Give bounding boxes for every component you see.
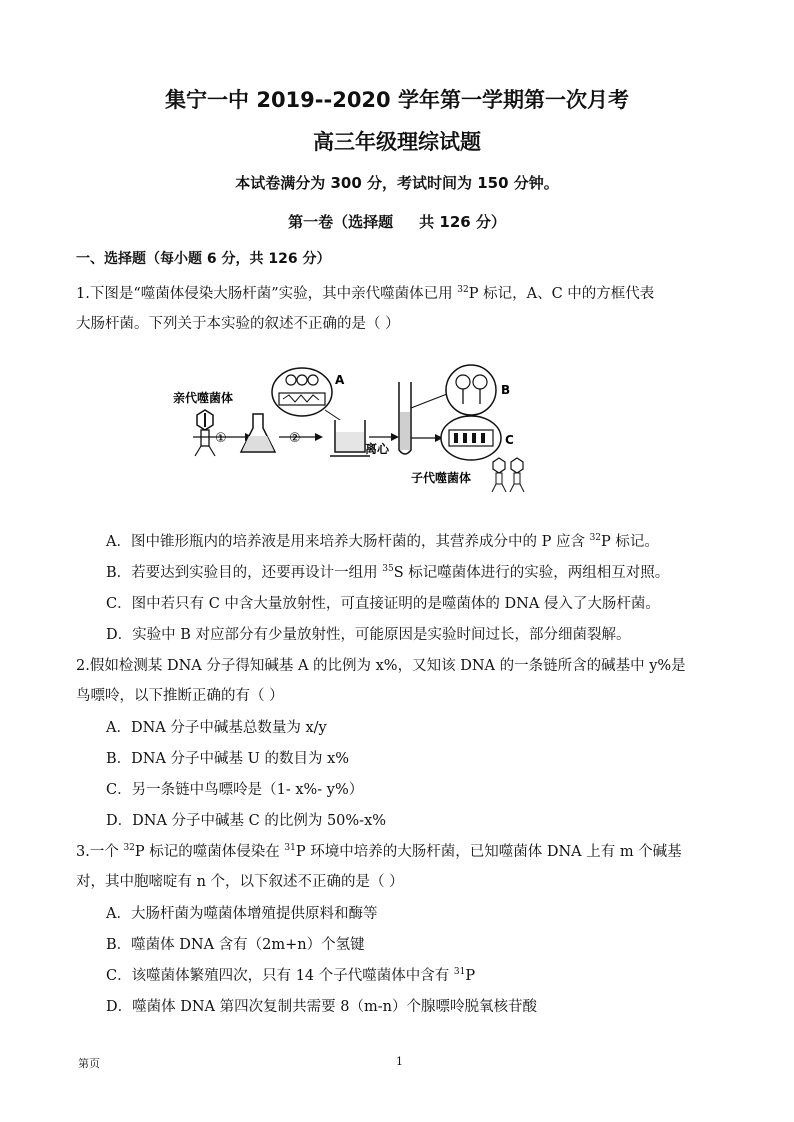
figure-label-offspring: 子代噬菌体 <box>411 471 472 485</box>
q3-option-d: D．噬菌体 DNA 第四次复制共需要 8（m-n）个腺嘌呤脱氧核苷酸 <box>106 999 537 1015</box>
bacteria-circle-c <box>441 416 501 460</box>
figure-label-step2: ② <box>289 431 301 446</box>
section-heading: 一、选择题（每小题 6 分，共 126 分） <box>76 251 331 267</box>
figure-label-c: C <box>505 433 514 447</box>
q2-stem-line2: 鸟嘌呤，以下推断正确的有（ ） <box>76 688 284 704</box>
q2-option-c: C．另一条链中鸟嘌呤是（1- x%- y%） <box>106 782 364 798</box>
page-number: 1 <box>396 1055 403 1068</box>
q3-stem-line2: 对，其中胞嘧啶有 n 个，以下叙述不正确的是（ ） <box>76 874 404 890</box>
figure-label-a: A <box>335 373 345 387</box>
bacteria-circle-a <box>272 368 332 416</box>
q2-option-b: B．DNA 分子中碱基 U 的数目为 x% <box>106 751 350 767</box>
figure-label-parent: 亲代噬菌体 <box>173 391 234 405</box>
offspring-phage-icon <box>492 458 524 492</box>
q1-figure <box>165 352 545 504</box>
q2-option-a: A．DNA 分子中碱基总数量为 x/y <box>106 720 327 736</box>
test-tube-icon <box>399 382 411 454</box>
ghost-phage-circle-b <box>446 365 496 415</box>
q1-stem-line1: 1.下图是“噬菌体侵染大肠杆菌”实验，其中亲代噬菌体已用 $^{32}$P 标记，A、C 中的方框代表 <box>76 285 655 302</box>
figure-label-b: B <box>501 383 511 397</box>
figure-label-centrifuge: 离心 <box>365 442 390 456</box>
q3-option-c: C．该噬菌体繁殖四次，只有 14 个子代噬菌体中含有 $^{31}$P <box>106 967 476 984</box>
exam-title: 集宁一中 2019--2020 学年第一学期第一次月考 <box>165 88 629 112</box>
q1-option-b: B．若要达到实验目的，还要再设计一组用 $^{35}$S 标记噬菌体进行的实验，两组相互对照。 <box>106 564 670 581</box>
exam-note: 本试卷满分为 300 分，考试时间为 150 分钟。 <box>235 174 559 192</box>
parent-phage-icon <box>195 410 215 456</box>
footer-label: 第页 <box>78 1057 100 1070</box>
q1-option-a: A．图中锥形瓶内的培养液是用来培养大肠杆菌的，其营养成分中的 P 应含 $^{32}$P 标记。 <box>106 533 659 550</box>
q3-stem-line1: 3.一个 $^{32}$P 标记的噬菌体侵染在 $^{31}$P 环境中培养的大肠杆菌，已知噬菌体 DNA 上有 m 个碱基 <box>76 843 682 860</box>
q3-option-b: B．噬菌体 DNA 含有（2m+n）个氢键 <box>106 937 365 953</box>
q3-option-a: A．大肠杆菌为噬菌体增殖提供原料和酶等 <box>106 906 378 922</box>
flask-icon <box>241 414 275 452</box>
beaker-icon <box>330 420 370 456</box>
q2-stem-line1: 2.假如检测某 DNA 分子得知碱基 A 的比例为 x%，又知该 DNA 的一条链所含的碱基中 y%是 <box>76 658 686 674</box>
q1-stem-line2: 大肠杆菌。下列关于本实验的叙述不正确的是（ ） <box>76 316 400 332</box>
exam-subtitle: 高三年级理综试题 <box>313 130 481 154</box>
figure-label-step1: ① <box>215 431 227 446</box>
volume-heading: 第一卷（选择题 共 126 分） <box>288 213 506 231</box>
q1-option-c: C．图中若只有 C 中含大量放射性，可直接证明的是噬菌体的 DNA 侵入了大肠杆菌。 <box>106 596 660 612</box>
q1-option-d: D．实验中 B 对应部分有少量放射性，可能原因是实验时间过长，部分细菌裂解。 <box>106 627 631 643</box>
q2-option-d: D．DNA 分子中碱基 C 的比例为 50%-x% <box>106 813 387 829</box>
